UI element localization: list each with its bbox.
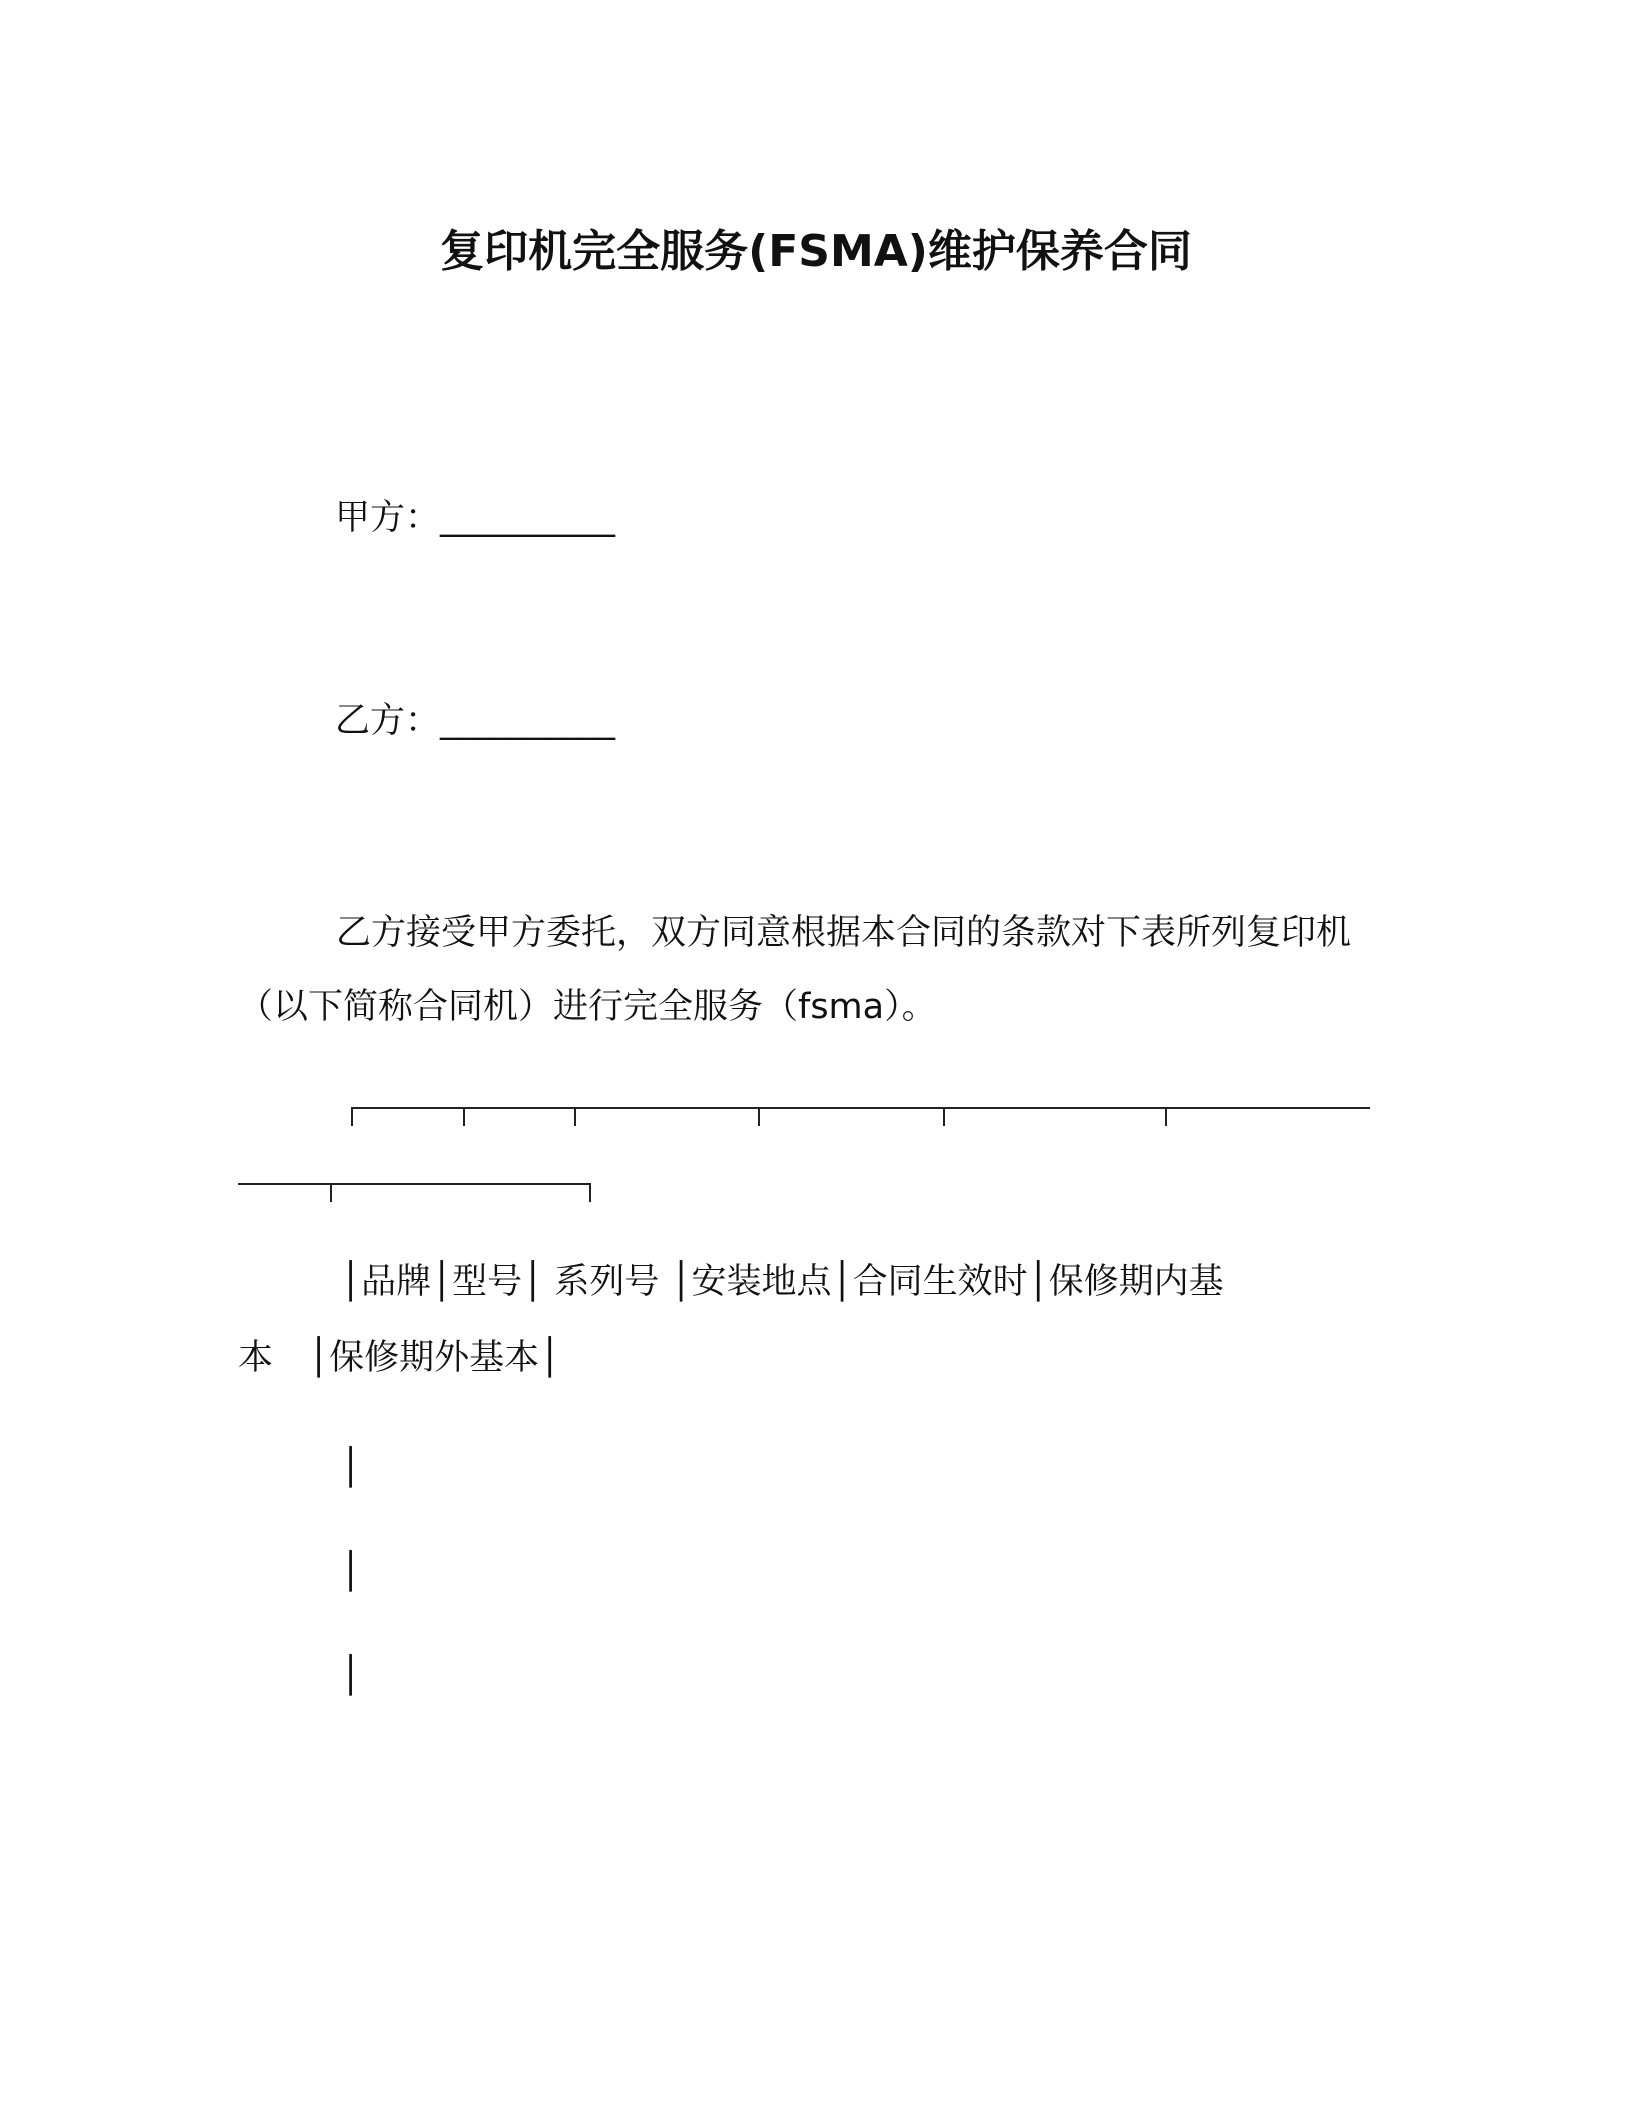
table-top-tick <box>351 1107 353 1126</box>
page-title: 复印机完全服务(FSMA)维护保养合同 <box>440 226 1192 277</box>
table-header-line-2: 本 │保修期外基本│ <box>238 1338 561 1378</box>
table-top-tick <box>1165 1107 1167 1126</box>
table-top-tick <box>758 1107 760 1126</box>
party-b-line: 乙方：__________ <box>335 701 616 741</box>
table-top-tick <box>943 1107 945 1126</box>
table-top-tick <box>463 1107 465 1126</box>
table-top-border <box>352 1107 1370 1109</box>
intro-paragraph: 乙方接受甲方委托，双方同意根据本合同的条款对下表所列复印机（以下简称合同机）进行完全服务（fsma）。 <box>238 913 1352 1027</box>
table-wrap-tick <box>330 1183 332 1202</box>
table-header-line-1: │品牌│型号│ 系列号 │安装地点│合同生效时│保修期内基 <box>340 1262 1224 1302</box>
table-wrap-border <box>238 1183 590 1185</box>
table-empty-row: │ <box>340 1552 362 1592</box>
table-top-tick <box>574 1107 576 1126</box>
table-empty-row: │ <box>340 1448 362 1488</box>
table-empty-row: │ <box>340 1656 362 1696</box>
party-a-line: 甲方：__________ <box>335 498 616 538</box>
table-wrap-tick <box>589 1183 591 1202</box>
